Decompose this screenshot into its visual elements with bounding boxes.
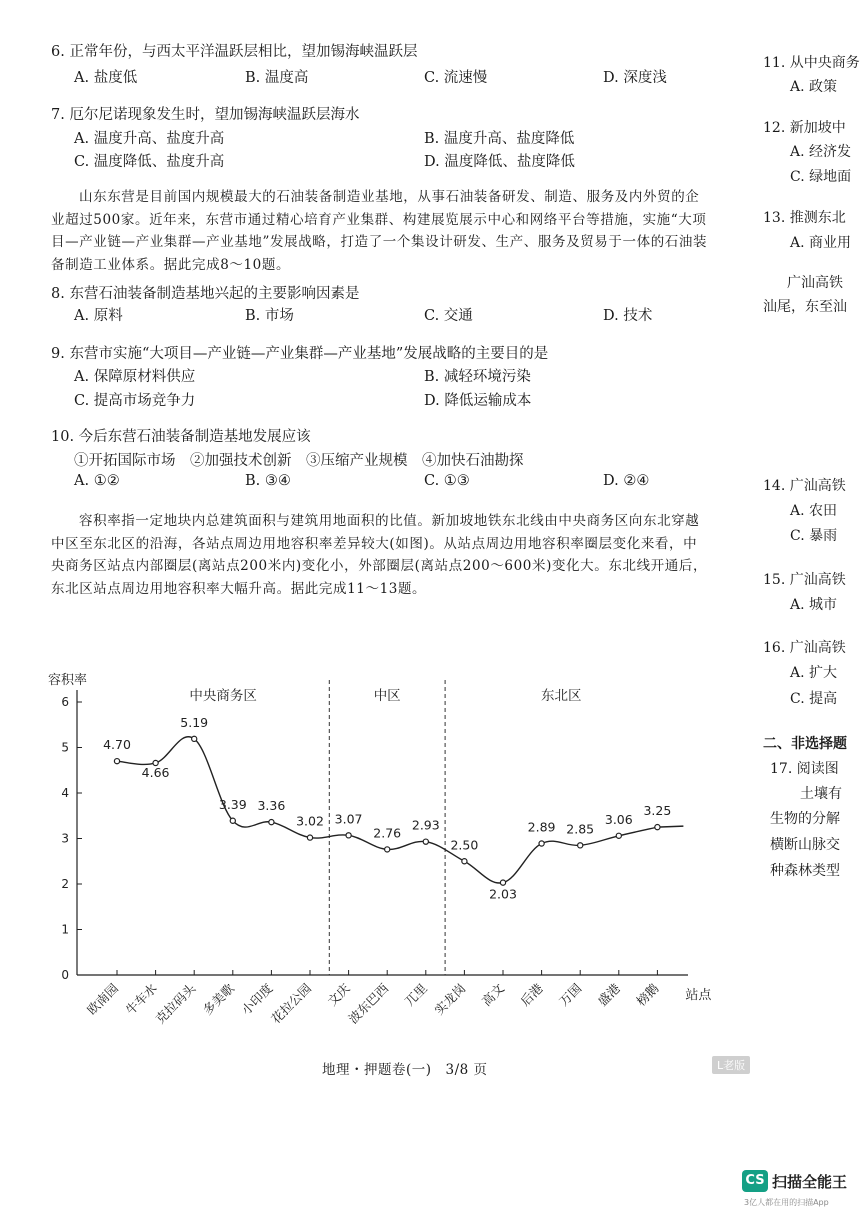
q6-option-a: A. 盐度低 bbox=[74, 70, 138, 86]
q7-option-c: C. 温度降低、盐度升高 bbox=[74, 154, 225, 170]
data-label: 2.93 bbox=[411, 817, 440, 833]
station-label: 小印度 bbox=[238, 980, 276, 1018]
right-q16-option-c: C. 提高 bbox=[790, 691, 838, 707]
y-tick-label: 2 bbox=[61, 877, 69, 891]
data-point bbox=[385, 847, 390, 852]
data-point bbox=[307, 835, 312, 840]
right-q14-stem: 14. 广汕高铁 bbox=[763, 478, 846, 494]
passage-singapore: 容积率指一定地块内总建筑面积与建筑用地面积的比值。新加坡地铁东北线由中央商务区向东北穿越中区至东北区的沿海，各站点周边用地容积率差异较大(如图)。从站点周边用地容积率圈层变化来看，中央商务区站点内部圈层(离站点200米内)变化小，外部圈层(离站点200～600米)变化大。东北线开通后，东北区站点周边用地容积率大幅升高。据此完成11～13题。 bbox=[51, 513, 708, 597]
right-q15-stem: 15. 广汕高铁 bbox=[763, 572, 846, 588]
right-q15-option-a: A. 城市 bbox=[790, 597, 838, 613]
right-passage-line-1: 广汕高铁 bbox=[787, 275, 843, 291]
q7-option-b: B. 温度升高、盐度降低 bbox=[424, 131, 575, 147]
data-label: 2.03 bbox=[489, 886, 517, 902]
right-q13-stem: 13. 推测东北 bbox=[763, 210, 846, 226]
data-label: 3.39 bbox=[218, 796, 247, 812]
q7-option-a: A. 温度升高、盐度升高 bbox=[74, 131, 225, 147]
q10-option-a: A. ①② bbox=[74, 473, 120, 489]
right-q17-line-2: 生物的分解 bbox=[770, 811, 840, 827]
y-tick-label: 5 bbox=[61, 740, 69, 755]
data-label: 2.50 bbox=[450, 837, 479, 853]
data-point bbox=[423, 839, 428, 844]
data-label: 5.19 bbox=[180, 714, 209, 730]
y-tick-label: 3 bbox=[61, 831, 69, 846]
station-label: 欧南园 bbox=[83, 980, 122, 1018]
q8-option-a: A. 原料 bbox=[74, 308, 123, 324]
station-label: 高文 bbox=[478, 980, 508, 1009]
data-point bbox=[114, 759, 119, 764]
data-label: 3.36 bbox=[257, 798, 286, 814]
y-tick-label: 4 bbox=[61, 786, 69, 800]
right-q11-stem: 11. 从中央商务 bbox=[763, 55, 860, 71]
station-label: 兀里 bbox=[401, 980, 430, 1009]
q6-option-d: D. 深度浅 bbox=[603, 70, 667, 86]
data-point bbox=[269, 820, 274, 825]
data-label: 3.06 bbox=[604, 811, 633, 827]
q8-option-c: C. 交通 bbox=[424, 308, 473, 324]
station-label: 榜鹅 bbox=[633, 980, 662, 1009]
station-label: 多美歌 bbox=[199, 980, 237, 1018]
station-label: 文庆 bbox=[324, 980, 353, 1009]
data-point bbox=[655, 825, 660, 830]
right-section-heading: 二、非选择题 bbox=[763, 736, 847, 752]
data-label: 3.07 bbox=[334, 811, 363, 827]
page-footer: 地理・押题卷(一) 3/8 页 bbox=[322, 1062, 488, 1078]
q7-option-d: D. 温度降低、盐度降低 bbox=[424, 154, 575, 170]
y-tick-label: 0 bbox=[61, 968, 69, 982]
data-label: 4.70 bbox=[103, 737, 131, 753]
data-label: 2.76 bbox=[373, 825, 402, 841]
station-label: 波东巴西 bbox=[345, 980, 392, 1027]
right-q12-option-a: A. 经济发 bbox=[790, 144, 852, 160]
station-label: 牛车水 bbox=[122, 980, 160, 1018]
q6-option-c: C. 流速慢 bbox=[424, 70, 488, 86]
data-point bbox=[539, 841, 544, 846]
plot-ratio-chart bbox=[40, 622, 760, 1062]
data-label: 3.02 bbox=[296, 813, 324, 829]
data-label: 3.25 bbox=[643, 803, 672, 819]
q9-option-c: C. 提高市场竞争力 bbox=[74, 393, 196, 409]
data-label: 2.85 bbox=[566, 821, 595, 837]
region-label: 中区 bbox=[373, 688, 401, 704]
camscanner-name: 扫描全能王 bbox=[772, 1173, 848, 1191]
station-label: 克拉码头 bbox=[152, 980, 199, 1027]
q9-option-b: B. 减轻环境污染 bbox=[424, 369, 531, 385]
station-label: 盛港 bbox=[594, 980, 623, 1009]
version-tag: L老版 bbox=[712, 1056, 750, 1074]
data-point bbox=[616, 833, 621, 838]
right-q13-option-a: A. 商业用 bbox=[790, 235, 852, 251]
right-q14-option-c: C. 暴雨 bbox=[790, 528, 838, 544]
data-point bbox=[192, 736, 197, 741]
right-passage-line-2: 汕尾，东至汕 bbox=[763, 299, 847, 315]
region-label: 中央商务区 bbox=[189, 688, 257, 704]
q6-option-b: B. 温度高 bbox=[245, 70, 309, 86]
question-8-stem: 8. 东营石油装备制造基地兴起的主要影响因素是 bbox=[51, 286, 360, 302]
data-point bbox=[578, 843, 583, 848]
q10-option-c: C. ①③ bbox=[424, 473, 470, 489]
right-q17-line-4: 种森林类型 bbox=[770, 863, 840, 879]
right-q17-line-3: 横断山脉交 bbox=[770, 837, 840, 853]
data-point bbox=[230, 818, 235, 823]
data-point bbox=[462, 859, 467, 864]
q8-option-d: D. 技术 bbox=[603, 308, 653, 324]
right-q17-line-1: 土壤有 bbox=[800, 786, 842, 802]
station-label: 花拉公园 bbox=[268, 980, 315, 1027]
right-q12-stem: 12. 新加坡中 bbox=[763, 120, 846, 136]
passage-dongying: 山东东营是目前国内规模最大的石油装备制造业基地，从事石油装备研发、制造、服务及内外贸的企业超过500家。近年来，东营市通过精心培育产业集群、构建展览展示中心和网络平台等措施，实施“大项目—产业链—产业集群—产业基地”发展战略，打造了一个集设计研发、生产、服务及贸易于一体的石油装备制造工业体系。据此完成8～10题。 bbox=[51, 189, 708, 273]
station-label: 实龙岗 bbox=[431, 980, 469, 1018]
q9-option-a: A. 保障原材料供应 bbox=[74, 369, 196, 385]
data-point bbox=[500, 880, 505, 885]
y-tick-label: 1 bbox=[61, 922, 69, 937]
right-q16-stem: 16. 广汕高铁 bbox=[763, 640, 846, 656]
q10-option-b: B. ③④ bbox=[245, 473, 291, 489]
question-10-stem: 10. 今后东营石油装备制造基地发展应该 bbox=[51, 429, 311, 445]
camscanner-slogan: 3亿人都在用的扫描App bbox=[744, 1198, 829, 1207]
region-label: 东北区 bbox=[541, 688, 582, 704]
x-axis-label: 站点 bbox=[685, 988, 712, 1003]
question-7-stem: 7. 厄尔尼诺现象发生时，望加锡海峡温跃层海水 bbox=[51, 107, 360, 123]
question-9-stem: 9. 东营市实施“大项目—产业链—产业集群—产业基地”发展战略的主要目的是 bbox=[51, 346, 549, 362]
data-point bbox=[346, 833, 351, 838]
data-label: 2.89 bbox=[527, 819, 556, 835]
right-q16-option-a: A. 扩大 bbox=[790, 665, 838, 681]
station-label: 后港 bbox=[517, 980, 546, 1009]
q8-option-b: B. 市场 bbox=[245, 308, 294, 324]
right-q11-option-a: A. 政策 bbox=[790, 79, 838, 95]
q10-option-d: D. ②④ bbox=[603, 473, 650, 489]
series-line bbox=[117, 737, 683, 883]
right-q14-option-a: A. 农田 bbox=[790, 503, 838, 519]
camscanner-logo: CS bbox=[742, 1170, 768, 1192]
data-label: 4.66 bbox=[141, 764, 170, 780]
right-q17-stem: 17. 阅读图 bbox=[770, 761, 839, 777]
question-6-stem: 6. 正常年份，与西太平洋温跃层相比，望加锡海峡温跃层 bbox=[51, 44, 418, 60]
y-tick-label: 6 bbox=[61, 695, 69, 709]
y-axis-label: 容积率 bbox=[48, 673, 88, 688]
q9-option-d: D. 降低运输成本 bbox=[424, 393, 532, 409]
station-label: 万国 bbox=[556, 980, 585, 1009]
right-q12-option-c: C. 绿地面 bbox=[790, 169, 852, 185]
q10-items: ①开拓国际市场 ②加强技术创新 ③压缩产业规模 ④加快石油勘探 bbox=[74, 453, 524, 469]
